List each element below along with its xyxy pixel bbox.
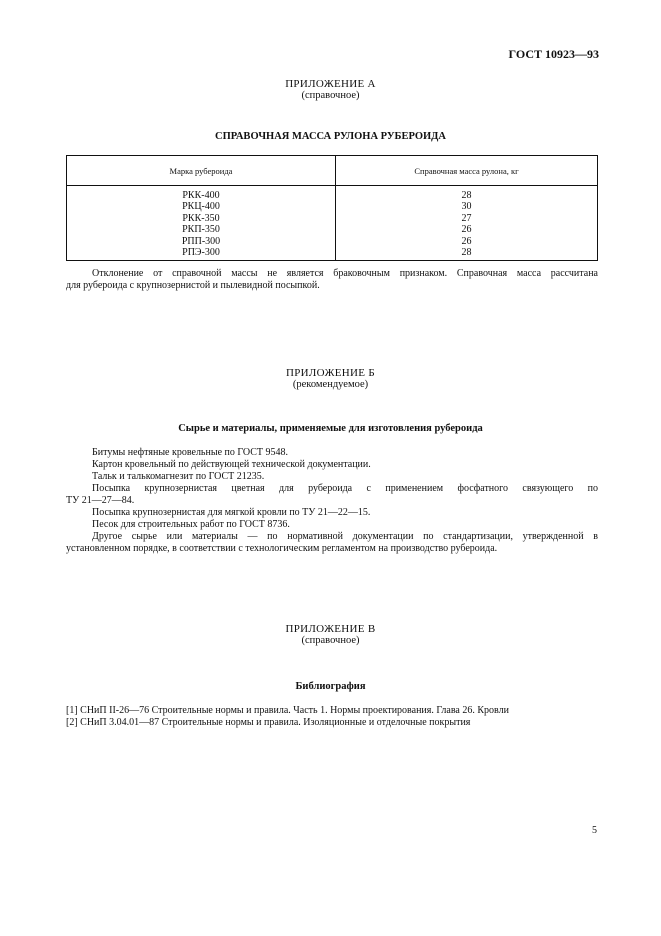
materials-list (66, 447, 598, 555)
grade-cell (67, 186, 336, 261)
grade-value: РКК-350 (182, 212, 220, 224)
appendix-a-title: ПРИЛОЖЕНИЕ А (285, 78, 376, 90)
material-line: Тальк и талькомагнезит по ГОСТ 21235. (92, 471, 265, 482)
grade-value: РПЭ-300 (182, 247, 220, 259)
mass-value: 26 (461, 224, 472, 236)
grade-value: РКП-350 (182, 224, 220, 236)
material-line: Картон кровельный по действующей технической документации. (92, 459, 371, 470)
mass-value: 30 (461, 201, 472, 213)
mass-value: 28 (461, 247, 472, 259)
material-line: Посыпка крупнозернистая цветная для рубероида с применением фосфатного связующего по (92, 483, 598, 494)
material-line: Другое сырье или материалы — по нормативной документации по стандартизации, утвержденной в (92, 531, 598, 542)
page-number: 5 (592, 825, 597, 836)
appendix-a-note (66, 268, 598, 292)
mass-value: 28 (461, 190, 472, 201)
column-header-grade: Марка рубероида (67, 156, 336, 186)
document-code: ГОСТ 10923—93 (508, 47, 599, 61)
material-line: Битумы нефтяные кровельные по ГОСТ 9548. (92, 447, 289, 458)
mass-value: 26 (461, 235, 472, 247)
material-line: Песок для строительных работ по ГОСТ 8736. (92, 519, 290, 530)
bibliography-item: [2] СНиП 3.04.01—87 Строительные нормы и правила. Изоляционные и отделочные покрытия (66, 717, 471, 728)
bibliography-item: [1] СНиП II-26—76 Строительные нормы и правила. Часть 1. Нормы проектирования. Глава 26. Кровли (66, 705, 509, 716)
material-line: Посыпка крупнозернистая для мягкой кровли по ТУ 21—22—15. (92, 507, 371, 518)
material-line: ТУ 21—27—84. (66, 495, 135, 506)
table-header-row (67, 156, 598, 186)
mass-table (66, 155, 598, 261)
material-line: установленном порядке, в соответствии с технологическим регламентом на производство рубероида. (66, 543, 498, 554)
mass-cell (336, 186, 598, 261)
appendix-c-title: ПРИЛОЖЕНИЕ В (285, 623, 376, 635)
grade-value: РКЦ-400 (182, 201, 220, 213)
grade-value: РКК-400 (182, 190, 220, 201)
mass-value: 27 (461, 212, 472, 224)
note-line: для рубероида с крупнозернистой и пылевидной посыпкой. (66, 280, 320, 291)
grade-value: РПП-300 (181, 235, 221, 247)
appendix-b-status: (рекомендуемое) (292, 379, 369, 390)
appendix-c-section-title: Библиография (295, 681, 366, 692)
column-header-mass: Справочная масса рулона, кг (336, 156, 598, 186)
bibliography-list (66, 705, 509, 729)
appendix-b-title: ПРИЛОЖЕНИЕ Б (286, 367, 375, 379)
appendix-a-status: (справочное) (301, 90, 360, 101)
appendix-c-status: (справочное) (301, 635, 360, 646)
note-line: Отклонение от справочной массы не является браковочным признаком. Справочная масса рассчитана (92, 268, 598, 279)
appendix-a-section-title: СПРАВОЧНАЯ МАССА РУЛОНА РУБЕРОИДА (215, 131, 446, 142)
appendix-b-section-title: Сырье и материалы, применяемые для изготовления рубероида (178, 423, 483, 434)
table-row (67, 186, 598, 261)
